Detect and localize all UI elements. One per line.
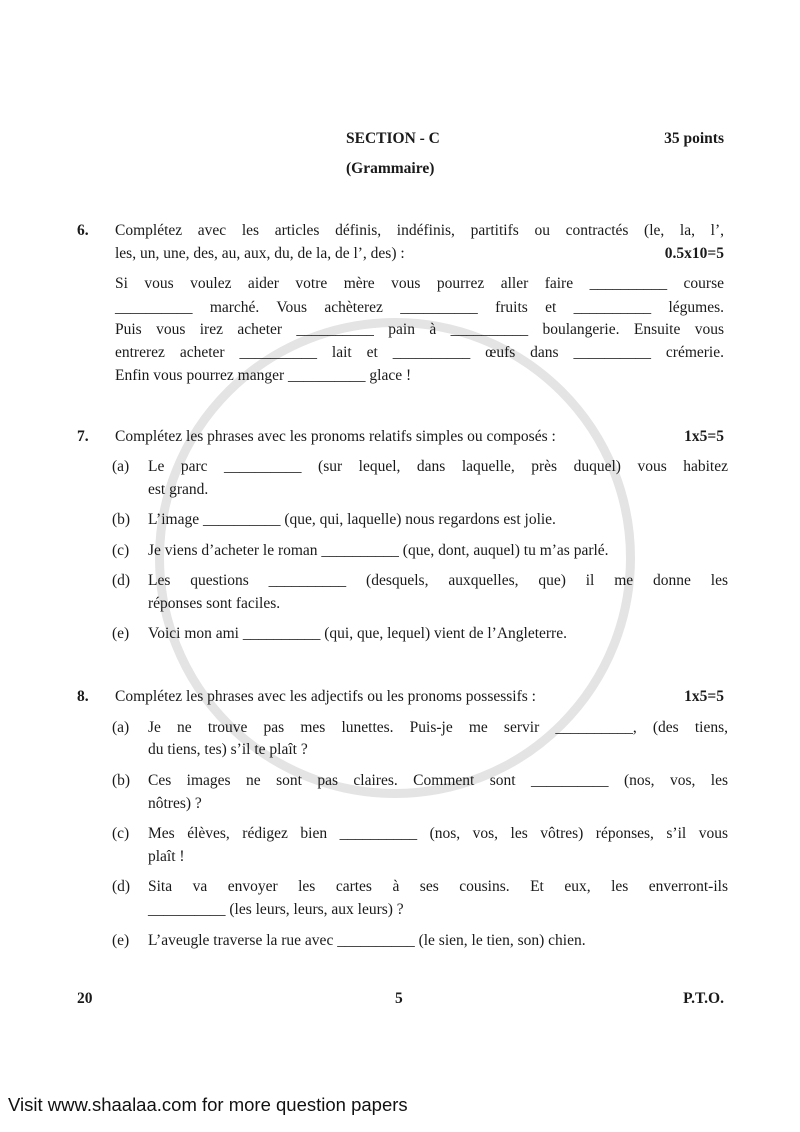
item-text: nôtres) ? <box>148 795 202 812</box>
item-label: (b) <box>112 511 131 528</box>
paragraph-line: Enfin vous pourrez manger __________ glace ! <box>115 367 412 384</box>
item-text: du tiens, tes) s’il te plaît ? <box>148 741 308 758</box>
item-text: est grand. <box>148 481 209 498</box>
visit-banner-link[interactable]: Visit www.shaalaa.com for more question papers <box>8 1094 408 1115</box>
item-text: Je ne trouve pas mes lunettes. Puis-je me servir __________, (des tiens, <box>148 719 728 736</box>
item-text: plaît ! <box>148 848 185 865</box>
section-subtitle: (Grammaire) <box>346 160 435 177</box>
question-prompt: Complétez les phrases avec les adjectifs ou les pronoms possessifs : <box>115 688 536 705</box>
item-text: L’aveugle traverse la rue avec __________ (le sien, le tien, son) chien. <box>148 932 586 949</box>
item-text: Mes élèves, rédigez bien __________ (nos, vos, les vôtres) réponses, s’il vous <box>148 825 728 842</box>
paragraph-line: Si vous voulez aider votre mère vous pourrez aller faire __________ course <box>115 275 724 292</box>
paragraph-line: Puis vous irez acheter __________ pain à __________ boulangerie. Ensuite vous <box>115 321 724 338</box>
question-number: 7. <box>77 428 89 445</box>
question-number: 8. <box>77 688 89 705</box>
question-prompt: Complétez avec les articles définis, indéfinis, partitifs ou contractés (le, la, l’, <box>115 222 724 239</box>
item-text: L’image __________ (que, qui, laquelle) nous regardons est jolie. <box>148 511 556 528</box>
question-prompt: les, un, une, des, au, aux, du, de la, de l’, des) : <box>115 245 405 262</box>
question-marks: 1x5=5 <box>684 688 724 705</box>
paragraph-line: __________ marché. Vous achèterez __________ fruits et __________ légumes. <box>115 299 724 316</box>
item-label: (a) <box>112 458 130 475</box>
footer-code: 20 <box>77 990 93 1007</box>
item-label: (a) <box>112 719 130 736</box>
item-text: __________ (les leurs, leurs, aux leurs) ? <box>148 901 404 918</box>
item-text: Je viens d’acheter le roman __________ (que, dont, auquel) tu m’as parlé. <box>148 542 609 559</box>
item-text: Sita va envoyer les cartes à ses cousins. Et eux, les enverront-ils <box>148 878 728 895</box>
item-label: (d) <box>112 572 131 589</box>
page-number: 5 <box>395 990 403 1007</box>
question-marks: 0.5x10=5 <box>664 245 724 262</box>
item-label: (e) <box>112 932 130 949</box>
item-label: (c) <box>112 825 130 842</box>
question-prompt: Complétez les phrases avec les pronoms relatifs simples ou composés : <box>115 428 556 445</box>
item-text: Les questions __________ (desquels, auxquelles, que) il me donne les <box>148 572 728 589</box>
question-marks: 1x5=5 <box>684 428 724 445</box>
item-label: (b) <box>112 772 131 789</box>
item-text: Le parc __________ (sur lequel, dans laquelle, près duquel) vous habitez <box>148 458 728 475</box>
item-text: Voici mon ami __________ (qui, que, lequel) vient de l’Angleterre. <box>148 625 567 642</box>
pto-label: P.T.O. <box>683 990 724 1007</box>
section-points: 35 points <box>664 130 724 147</box>
item-label: (d) <box>112 878 131 895</box>
question-number: 6. <box>77 222 89 239</box>
item-label: (e) <box>112 625 130 642</box>
item-label: (c) <box>112 542 130 559</box>
section-title: SECTION - C <box>346 130 440 147</box>
item-text: Ces images ne sont pas claires. Comment sont __________ (nos, vos, les <box>148 772 728 789</box>
paragraph-line: entrerez acheter __________ lait et __________ œufs dans __________ crémerie. <box>115 344 724 361</box>
item-text: réponses sont faciles. <box>148 595 281 612</box>
